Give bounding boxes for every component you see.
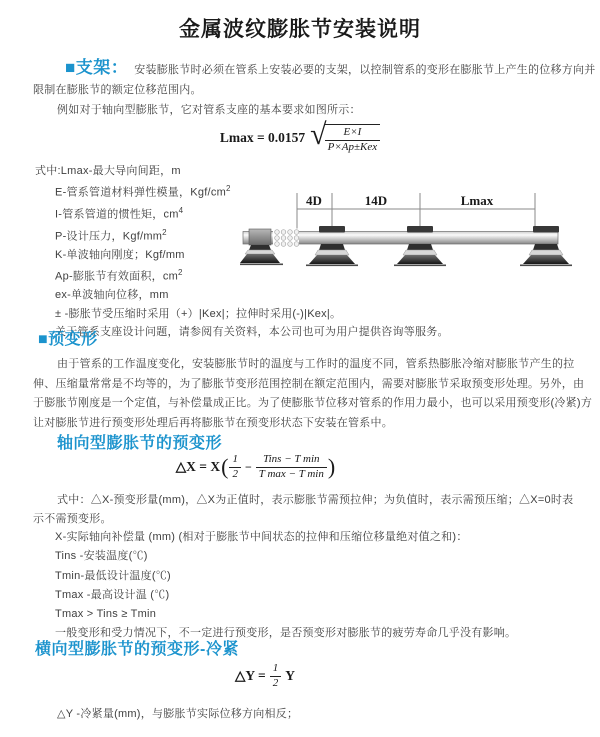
parameter-line: Tmax -最高设计温 (℃) (55, 588, 170, 601)
minus-operator: − (244, 459, 252, 474)
definition-item: K-单波轴向刚度；Kgf/mm (55, 249, 185, 262)
support-text-line1: 安装膨胀节时必须在管系上安装必要的支架，以控制管系的变形在膨胀节上产生的位移方向并 (134, 64, 596, 76)
support-heading-line (65, 53, 596, 78)
lmax-formula-lhs: Lmax = 0.0157 (219, 130, 306, 146)
lateral-formula (0, 662, 530, 691)
axial-desc-line2: 示不需预变形。 (33, 513, 112, 525)
bellows (273, 229, 299, 248)
paragraph-line: 让对膨胀节进行预变形处理后再将膨胀节在预变形状态下安装在管系中。 (33, 416, 393, 429)
lmax-fraction-denominator: P×Ap±Kex (327, 140, 378, 153)
paragraph-line: 于膨胀节刚度是一个定值，与补偿量成正比。为了使膨胀节位移对管系的作用力最小，也可以采用预变形(冷紧)方 (33, 397, 593, 409)
lmax-fraction (325, 126, 381, 155)
axial-parameter-list (55, 528, 516, 644)
preform-paragraph (33, 355, 592, 433)
lateral-section-heading: 横向型膨胀节的预变形-冷紧 (35, 641, 239, 658)
definition-item: P-设计压力，Kgf/$mm^2$ (55, 228, 167, 243)
definition-item: E-管系管道材料弹性模量，Kgf/$cm^2$ (55, 184, 231, 199)
dimension-lines (297, 193, 535, 231)
pipe-support-diagram (240, 185, 600, 285)
lmax-formula (0, 118, 600, 155)
axial-formula (0, 453, 512, 482)
support-text-line3: 例如对于轴向型膨胀节，它对管系支座的基本要求如图所示： (57, 104, 361, 116)
parameter-line: Tins -安装温度(℃) (55, 550, 148, 563)
left-paren: ( (221, 454, 229, 480)
lmax-fraction-numerator: E×I (325, 126, 381, 141)
support-text-line2: 限制在膨胀节的额定位移范围内。 (33, 84, 202, 96)
definition-item: Ap-膨胀节有效面积，$cm^2$ (55, 268, 183, 284)
axial-section-heading: 轴向型膨胀节的预变形 (57, 435, 223, 452)
support-note-line: 关于管系支座设计问题，请参阅有关资料，本公司也可为用户提供咨询等服务。 (55, 326, 449, 338)
radical-sign: √ (310, 118, 327, 151)
axial-formula-lhs: △X = X (175, 459, 221, 475)
page-title: 金属波纹膨胀节安装说明 (179, 18, 421, 41)
paragraph-line: 伸、压缩量常常是不均等的，为了膨胀节变形范围控制在额定范围内，需要对膨胀节采取预变形处理。另外，由 (33, 377, 585, 390)
temperature-fraction: $\frac{\text{Tins − T min}}{\text{T max − T min}}$ (256, 453, 327, 482)
dim-label-14d: 14D (364, 193, 388, 208)
parameter-line: 一般变形和受力情况下，不一定进行预变形，是否预变形对膨胀节的疲劳寿命几乎没有影响。 (55, 627, 517, 640)
dim-label-4d: 4D (306, 193, 322, 208)
half-fraction: $\frac{1}{2}$ (229, 453, 241, 482)
definition-item: I-管系管道的惯性矩，$cm^4$ (55, 206, 184, 221)
support-section-heading: ■支架： (65, 58, 129, 77)
half-fraction: $\frac{1}{2}$ (270, 662, 282, 691)
definition-item: ± -膨胀节受压缩时采用（+）|Kex|；拉伸时采用(-)|Kex|。 (55, 307, 342, 320)
dim-label-lmax: Lmax (460, 193, 494, 208)
lateral-formula-rhs: Y (285, 668, 295, 684)
parameter-line: Tmax > Tins ≥ Tmin (55, 608, 157, 621)
parameter-line: X-实际轴向补偿量 (mm) (相对于膨胀节中间状态的拉伸和压缩位移量绝对值之和)： (55, 531, 468, 543)
preform-section-heading: ■预变形 (38, 331, 98, 348)
sqrt-radical (310, 118, 380, 155)
right-paren: ) (327, 454, 336, 480)
axial-desc-line1: 式中：△X-预变形量(mm)，△X为正值时，表示膨胀节需预拉伸；为负值时，表示需预压缩；△X=0时表 (57, 494, 574, 506)
lateral-formula-lhs: △Y = (235, 668, 266, 684)
paragraph-line: 由于管系的工作温度变化，安装膨胀节时的温度与工作时的温度不同，管系热膨胀冷缩对膨胀节产生的拉 (57, 358, 575, 370)
lateral-note-line: △Y -冷紧量(mm)，与膨胀节实际位移方向相反； (57, 708, 299, 720)
parameter-line: Tmin-最低设计温度(℃) (55, 569, 171, 582)
definition-item: 式中:Lmax-最大导向间距，m (35, 165, 181, 177)
definition-item: ex-单波轴向位移，mm (55, 289, 169, 302)
